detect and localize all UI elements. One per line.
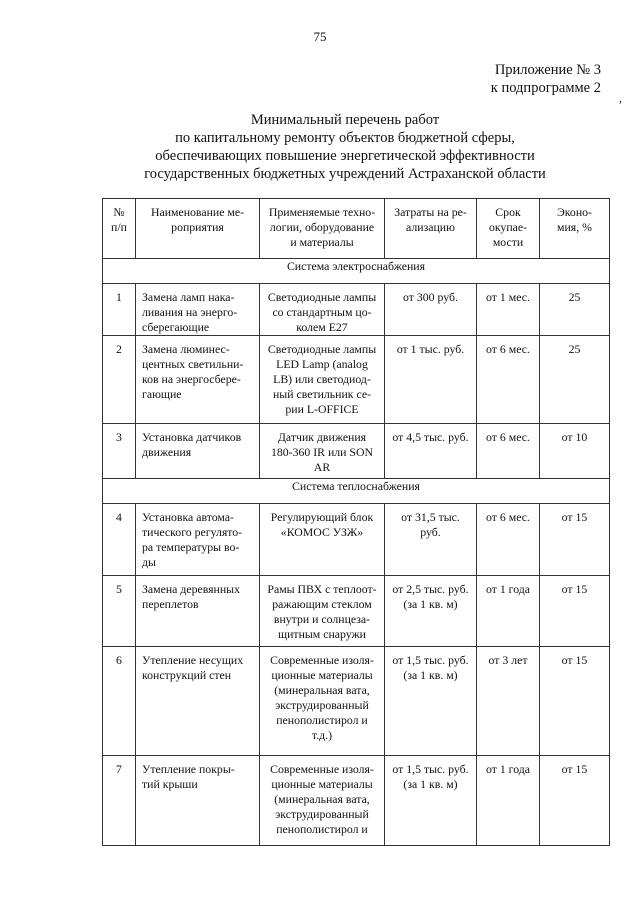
header-savings-text: Эконо- мия, %	[557, 205, 592, 234]
cell-number	[103, 756, 136, 846]
cell-cost	[385, 576, 477, 647]
cell-technology	[260, 756, 385, 846]
cell-text: Замена люминес- центных светильни- ков на энергосбере- гающие	[142, 342, 244, 401]
header-technologies	[260, 199, 385, 259]
cell-measure-name	[136, 576, 260, 647]
cell-text: от 4,5 тыс. руб.	[392, 430, 469, 444]
table-row	[103, 284, 610, 336]
cell-measure-name	[136, 336, 260, 424]
cell-text: от 6 мес.	[486, 342, 530, 356]
measures-table	[102, 198, 610, 846]
cell-text: от 1 года	[485, 762, 531, 776]
cell-text: Светодиодные лампы LED Lamp (analog LB) или светодиод- ный светильник се- рии L-OFFICE	[267, 342, 377, 416]
cell-number	[103, 504, 136, 576]
cell-payback	[477, 424, 540, 479]
cell-technology	[260, 336, 385, 424]
appendix-line-1: Приложение № 3	[494, 62, 601, 78]
cell-text: от 10	[561, 430, 588, 444]
cell-technology	[260, 284, 385, 336]
cell-text: Современные изоля- ционные материалы (минеральная вата, экструдированный пенополистирол и	[270, 762, 374, 836]
header-costs	[385, 199, 477, 259]
appendix-reference	[491, 61, 601, 97]
cell-text: Регулирующий блок «КОМОС УЗЖ»	[270, 510, 374, 539]
page-number: 75	[313, 29, 327, 44]
section-row	[103, 479, 610, 504]
cell-number	[103, 284, 136, 336]
title-line-3: обеспечивающих повышение энергетической эффективности	[155, 148, 535, 164]
cell-text: от 1 мес.	[486, 290, 530, 304]
section-row	[103, 259, 610, 284]
cell-text: 25	[568, 290, 581, 304]
table-row	[103, 756, 610, 846]
cell-text: Утепление несущих конструкций стен	[142, 653, 244, 682]
cell-technology	[260, 647, 385, 756]
cell-measure-name	[136, 647, 260, 756]
cell-cost	[385, 424, 477, 479]
cell-measure-name	[136, 756, 260, 846]
cell-text: 3	[116, 430, 122, 444]
cell-text: Рамы ПВХ с теплоот- ражающим стеклом внутри и солнцеза- щитным снаружи	[267, 582, 377, 641]
cell-payback	[477, 284, 540, 336]
cell-savings	[540, 647, 610, 756]
table-row	[103, 576, 610, 647]
title-line-2: по капитальному ремонту объектов бюджетной сферы,	[175, 130, 515, 146]
table-row	[103, 424, 610, 479]
cell-technology	[260, 424, 385, 479]
cell-cost	[385, 756, 477, 846]
cell-text: от 1 года	[485, 582, 531, 596]
cell-payback	[477, 336, 540, 424]
cell-text: от 15	[561, 510, 588, 524]
header-payback	[477, 199, 540, 259]
table-row	[103, 504, 610, 576]
appendix-line-2: к подпрограмме 2	[490, 80, 601, 96]
cell-text: 1	[116, 290, 122, 304]
section-title: Система электроснабжения	[103, 259, 610, 284]
cell-text: Утепление покры- тий крыши	[142, 762, 235, 791]
title-line-1: Минимальный перечень работ	[250, 112, 440, 128]
cell-text: Современные изоля- ционные материалы (минеральная вата, экструдированный пенополистирол и т.д.)	[270, 653, 374, 742]
cell-number	[103, 647, 136, 756]
cell-text: от 1,5 тыс. руб. (за 1 кв. м)	[392, 653, 469, 682]
cell-number	[103, 424, 136, 479]
cell-text: от 15	[561, 762, 588, 776]
cell-payback	[477, 647, 540, 756]
table-header-row	[103, 199, 610, 259]
cell-text: от 3 лет	[488, 653, 528, 667]
cell-savings	[540, 576, 610, 647]
cell-measure-name	[136, 504, 260, 576]
cell-text: от 15	[561, 653, 588, 667]
cell-text: от 6 мес.	[486, 510, 530, 524]
cell-measure-name	[136, 424, 260, 479]
cell-text: 25	[568, 342, 581, 356]
cell-savings	[540, 424, 610, 479]
cell-number	[103, 576, 136, 647]
cell-number	[103, 336, 136, 424]
cell-cost	[385, 336, 477, 424]
margin-mark: ,	[619, 91, 622, 105]
cell-text: Датчик движения 180-360 IR или SON AR	[270, 430, 374, 474]
cell-payback	[477, 576, 540, 647]
cell-savings	[540, 504, 610, 576]
cell-technology	[260, 576, 385, 647]
header-payback-text: Срок окупае- мости	[488, 205, 528, 249]
cell-text: от 6 мес.	[486, 430, 530, 444]
section-title: Система теплоснабжения	[103, 479, 610, 504]
cell-text: от 1,5 тыс. руб. (за 1 кв. м)	[392, 762, 469, 791]
cell-text: от 31,5 тыс. руб.	[401, 510, 460, 539]
header-measure-name	[136, 199, 260, 259]
cell-text: 6	[116, 653, 122, 667]
cell-text: 2	[116, 342, 122, 356]
header-savings	[540, 199, 610, 259]
cell-cost	[385, 504, 477, 576]
table-row	[103, 336, 610, 424]
header-number	[103, 199, 136, 259]
cell-text: Замена деревянных переплетов	[142, 582, 241, 611]
cell-payback	[477, 756, 540, 846]
cell-text: Светодиодные лампы со стандартным цо- колем Е27	[267, 290, 377, 334]
table-row	[103, 647, 610, 756]
cell-savings	[540, 756, 610, 846]
header-costs-text: Затраты на ре- ализацию	[394, 205, 467, 234]
cell-text: от 15	[561, 582, 588, 596]
cell-text: от 300 руб.	[403, 290, 458, 304]
title-line-4: государственных бюджетных учреждений Астраханской области	[144, 166, 546, 182]
cell-savings	[540, 336, 610, 424]
header-measure-name-text: Наименование ме- роприятия	[150, 205, 245, 234]
cell-text: Установка датчиков движения	[142, 430, 242, 459]
cell-payback	[477, 504, 540, 576]
header-technologies-text: Применяемые техно- логии, оборудование и материалы	[268, 205, 376, 249]
cell-savings	[540, 284, 610, 336]
cell-text: Установка автома- тического регулято- ра температуры во- ды	[142, 510, 243, 569]
cell-text: 5	[116, 582, 122, 596]
cell-text: 7	[116, 762, 122, 776]
cell-cost	[385, 284, 477, 336]
cell-text: 4	[116, 510, 122, 524]
cell-text: от 2,5 тыс. руб. (за 1 кв. м)	[392, 582, 469, 611]
cell-text: от 1 тыс. руб.	[396, 342, 465, 356]
cell-text: Замена ламп нака- ливания на энерго- сберегающие	[142, 290, 238, 334]
cell-measure-name	[136, 284, 260, 336]
header-number-text: № п/п	[111, 205, 127, 234]
cell-cost	[385, 647, 477, 756]
document-title	[0, 111, 640, 183]
cell-technology	[260, 504, 385, 576]
